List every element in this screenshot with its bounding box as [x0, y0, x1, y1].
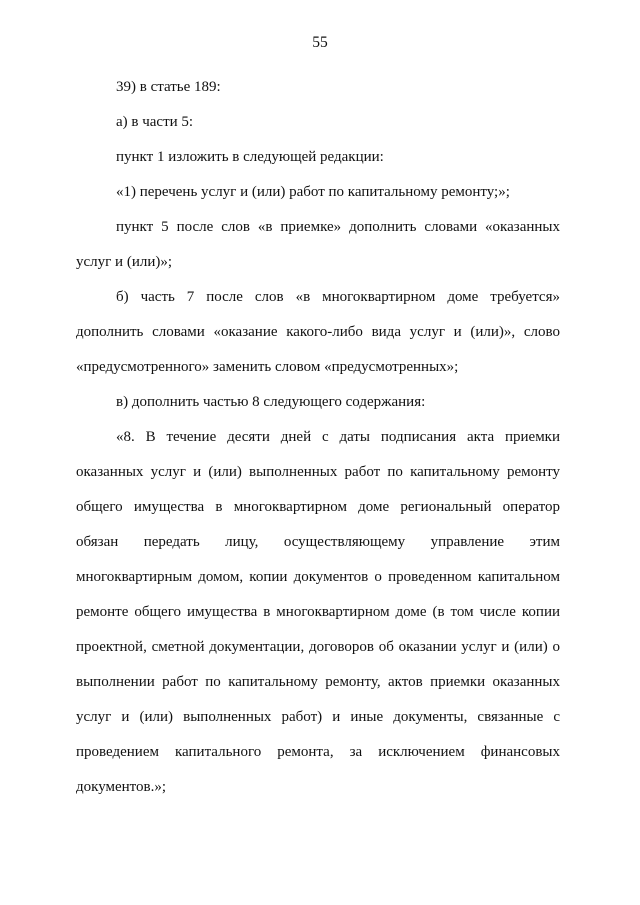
paragraph-part-5: а) в части 5: [116, 114, 194, 130]
paragraph-add-part-8: в) дополнить частью 8 следующего содержания: [116, 394, 426, 410]
paragraph-article-189: 39) в статье 189: [116, 79, 221, 95]
paragraph-point-1-text: «1) перечень услуг и (или) работ по капитальному ремонту;»; [116, 184, 510, 200]
document-body [76, 70, 560, 805]
paragraph-point-1-edit: пункт 1 изложить в следующей редакции: [116, 149, 384, 165]
paragraph-part-7: б) часть 7 после слов «в многоквартирном доме требуется» дополнить словами «оказание какого-либо вида услуг и (или)», слово «предусмотренного» заменить словом «предусмотренных»; [76, 289, 560, 375]
paragraph-point-5: пункт 5 после слов «в приемке» дополнить словами «оказанных услуг и (или)»; [76, 219, 560, 270]
paragraph-part-8-text: «8. В течение десяти дней с даты подписания акта приемки оказанных услуг и (или) выполненных работ по капитальному ремонту общего имущества в многоквартирном доме региональный оператор обязан передать лицу, осуществляющему управление этим многоквартирным домом, копии документов о проведенном капитальном ремонте общего имущества в многоквартирном доме (в том числе копии проектной, сметной документации, договоров об оказании услуг и (или) о выполнении работ по капитальному ремонту, актов приемки оказанных услуг и (или) выполненных работ) и иные документы, связанные с проведением капитального ремонта, за исключением финансовых документов.»; [76, 429, 560, 795]
page-number: 55 [312, 34, 328, 51]
